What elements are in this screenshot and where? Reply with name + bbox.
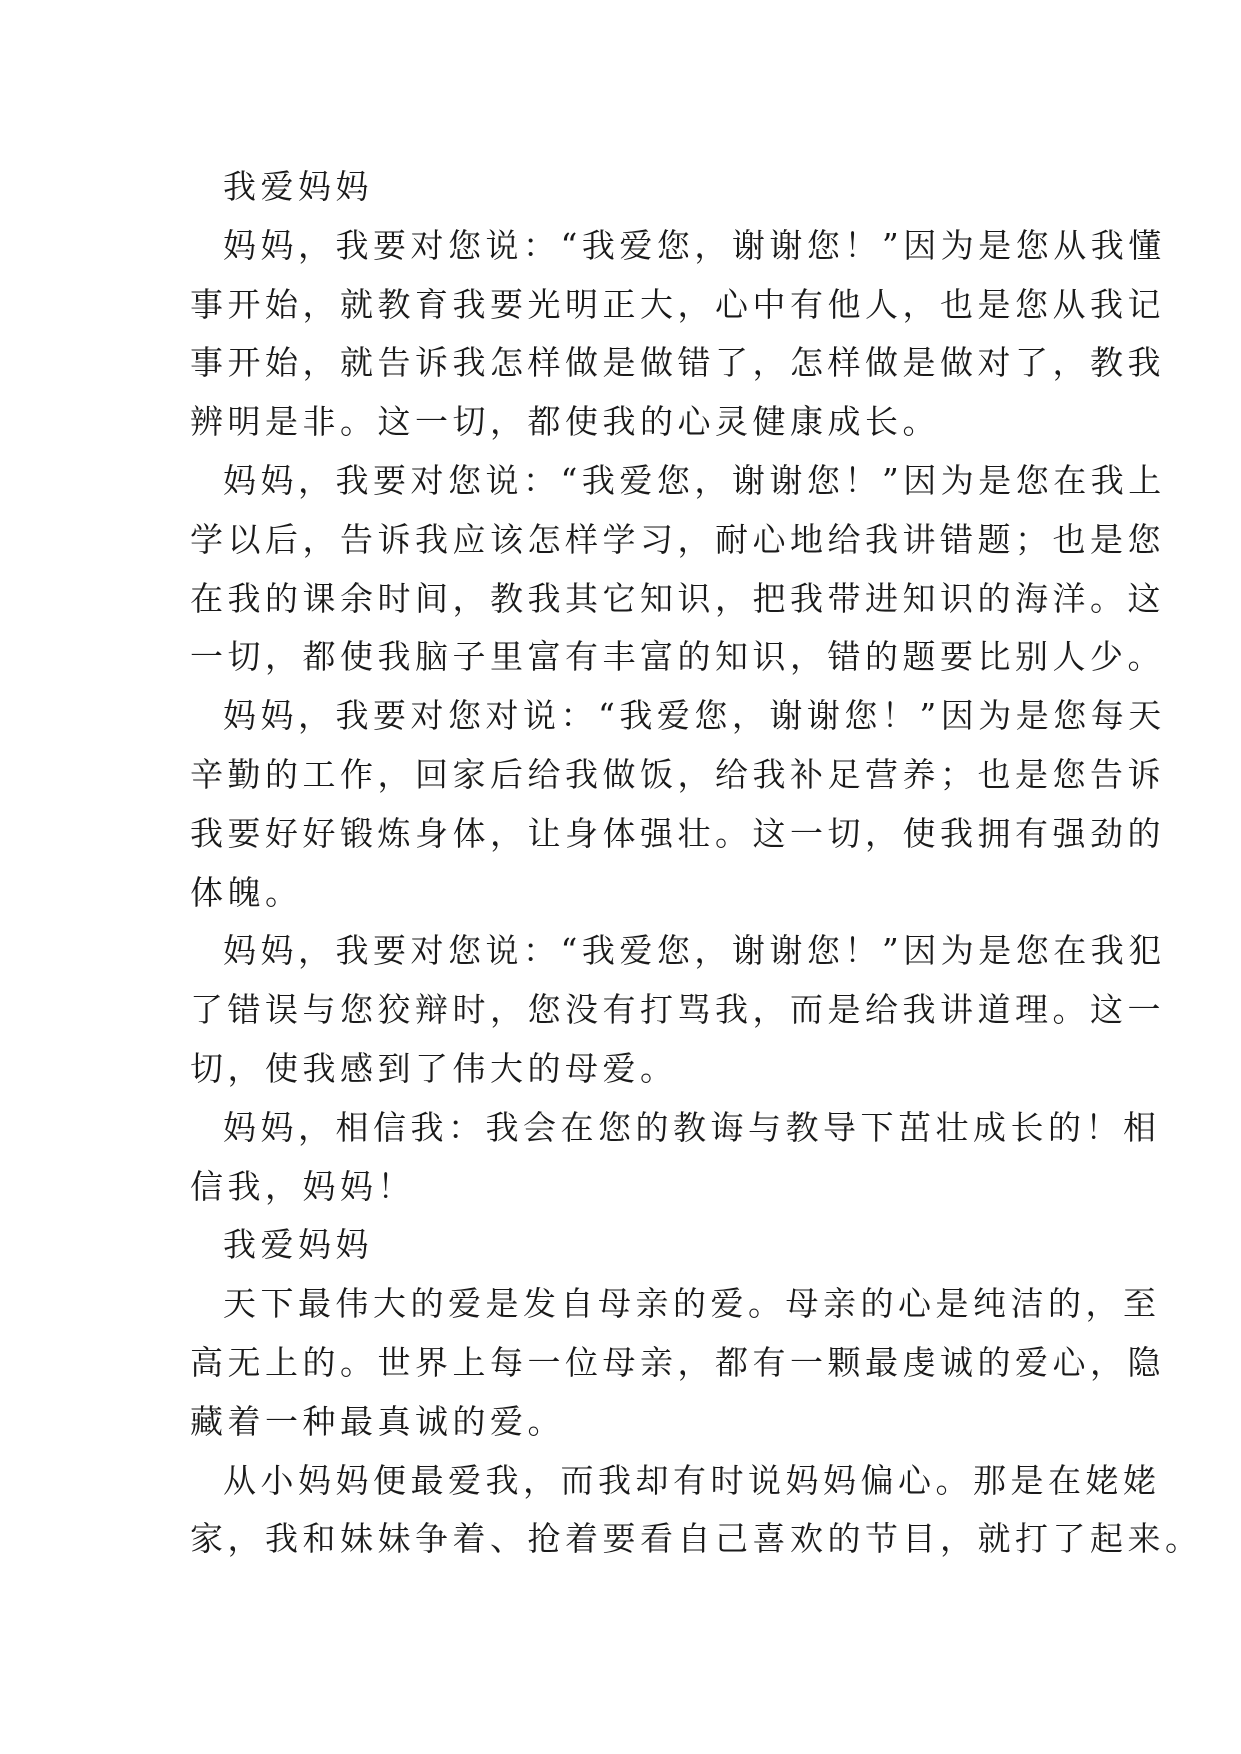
text-line: 从小妈妈便最爱我，而我却有时说妈妈偏心。那是在姥姥	[223, 1460, 1161, 1500]
text-line: 妈妈，我要对您说：“我爱您，谢谢您！”因为是您从我懂	[223, 225, 1166, 265]
text-line: 了错误与您狡辩时，您没有打骂我，而是给我讲道理。这一	[190, 990, 1165, 1030]
text-line: 我爱妈妈	[223, 1225, 373, 1265]
text-line: 高无上的。世界上每一位母亲，都有一颗最虔诚的爱心，隐	[190, 1342, 1165, 1382]
text-line: 妈妈，相信我：我会在您的教诲与教导下茁壮成长的！相	[223, 1107, 1161, 1147]
text-line: 藏着一种最真诚的爱。	[190, 1401, 565, 1441]
text-line: 事开始，就告诉我怎样做是做错了，怎样做是做对了，教我	[190, 343, 1165, 383]
text-line: 家，我和妹妹争着、抢着要看自己喜欢的节目，就打了起来。	[190, 1519, 1203, 1559]
text-line: 我爱妈妈	[223, 167, 373, 206]
text-line: 辛勤的工作，回家后给我做饭，给我补足营养；也是您告诉	[190, 754, 1165, 794]
text-line: 学以后，告诉我应该怎样学习，耐心地给我讲错题；也是您	[190, 519, 1165, 559]
text-line: 体魄。	[190, 872, 303, 912]
text-line: 信我，妈妈！	[190, 1166, 415, 1206]
text-line: 天下最伟大的爱是发自母亲的爱。母亲的心是纯洁的，至	[223, 1284, 1161, 1324]
text-line: 妈妈，我要对您说：“我爱您，谢谢您！”因为是您在我上	[223, 460, 1166, 500]
text-line: 妈妈，我要对您说：“我爱您，谢谢您！”因为是您在我犯	[223, 931, 1166, 971]
text-line: 妈妈，我要对您对说：“我爱您，谢谢您！”因为是您每天	[223, 696, 1166, 736]
text-line: 切，使我感到了伟大的母爱。	[190, 1048, 678, 1088]
text-line: 事开始，就教育我要光明正大，心中有他人，也是您从我记	[190, 284, 1165, 324]
text-line: 我要好好锻炼身体，让身体强壮。这一切，使我拥有强劲的	[190, 813, 1165, 853]
document-body	[190, 158, 1203, 1569]
text-line: 一切，都使我脑子里富有丰富的知识，错的题要比别人少。	[190, 637, 1165, 677]
text-line: 辨明是非。这一切，都使我的心灵健康成长。	[190, 402, 940, 442]
text-line: 在我的课余时间，教我其它知识，把我带进知识的海洋。这	[190, 578, 1165, 618]
